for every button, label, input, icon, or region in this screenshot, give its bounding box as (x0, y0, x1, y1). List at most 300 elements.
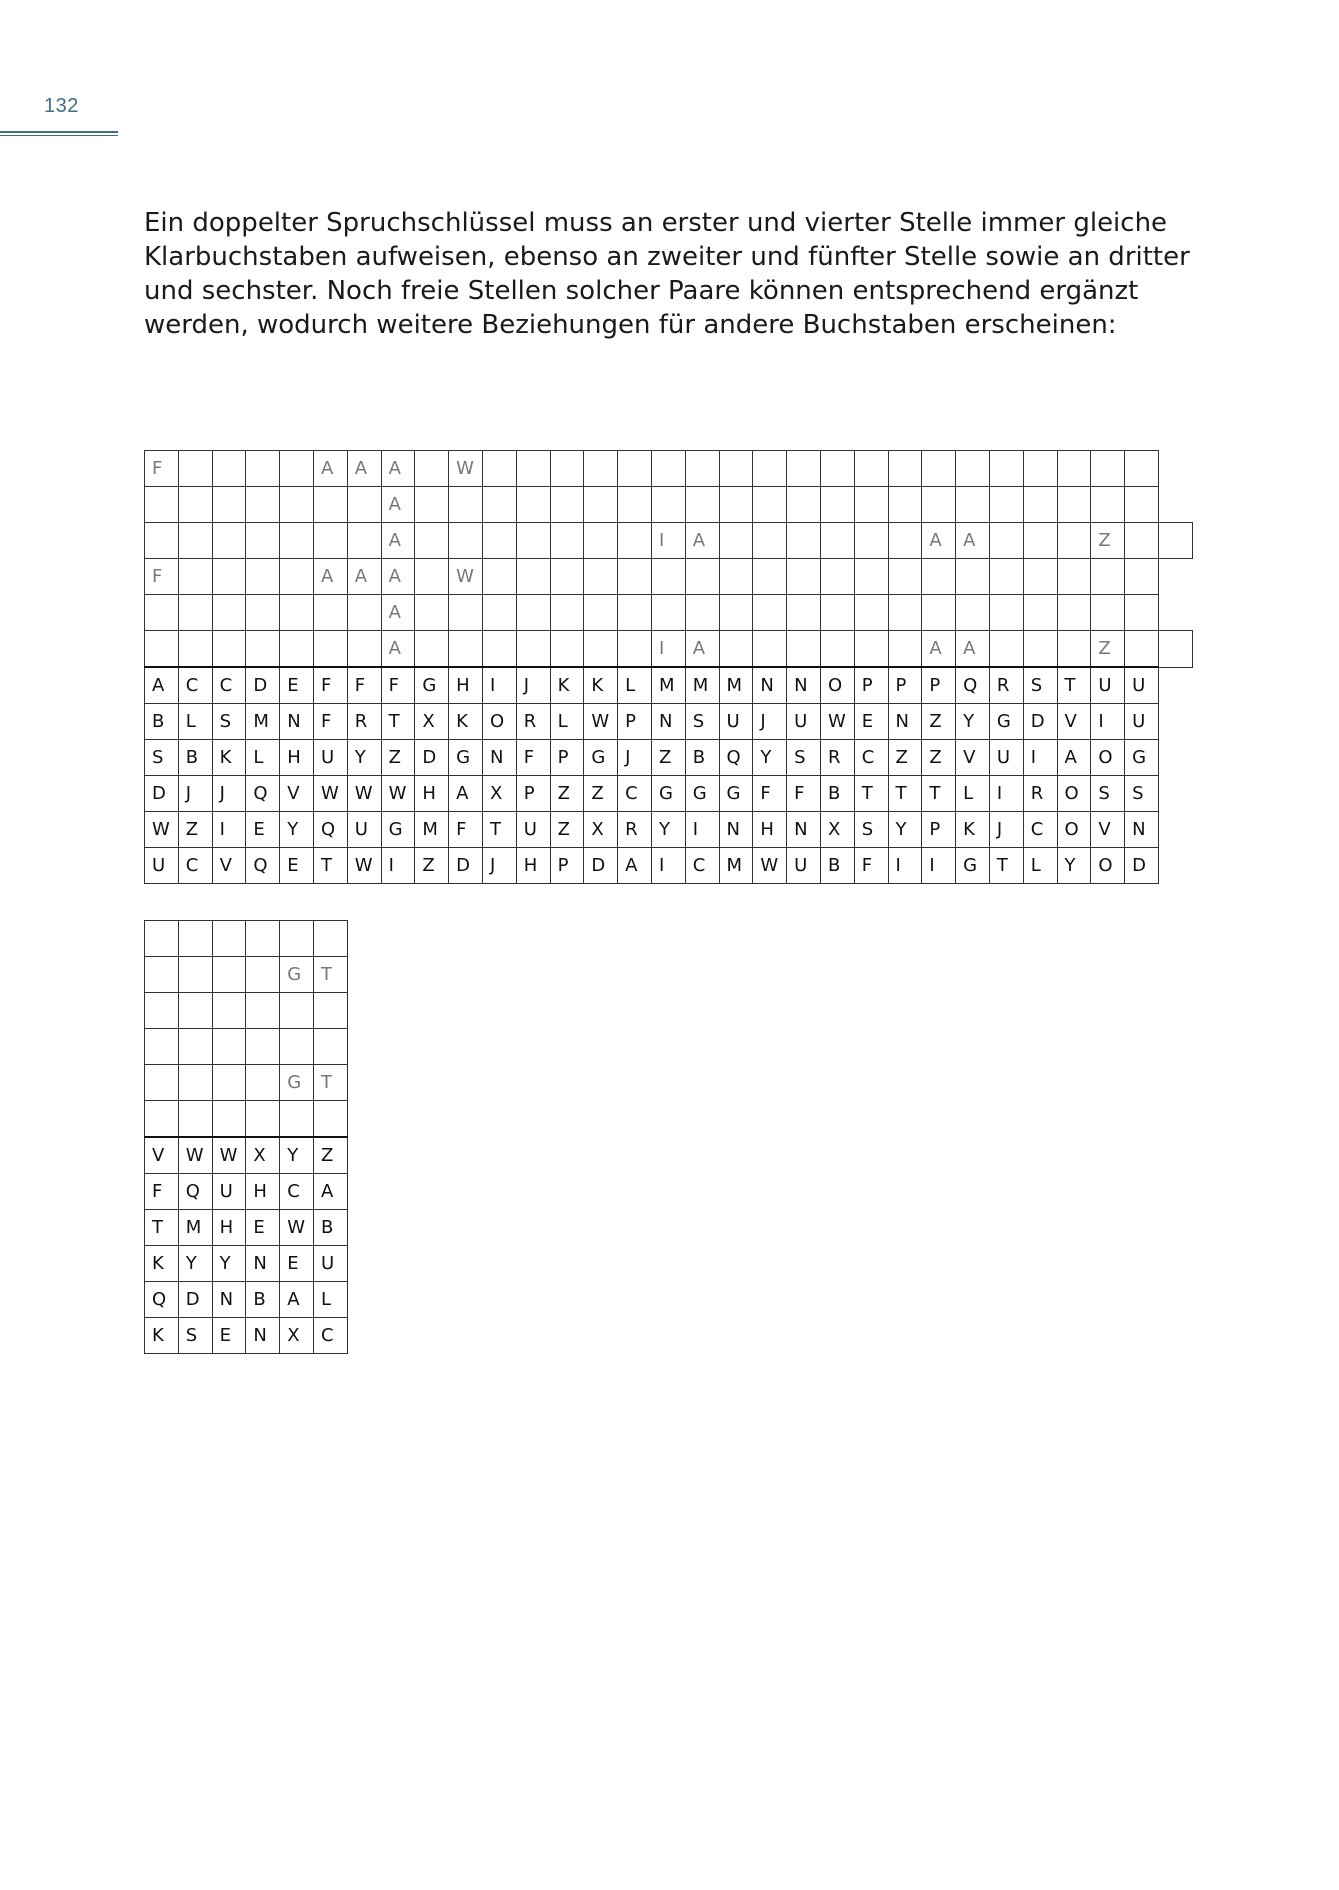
key-row (145, 487, 1193, 523)
cell-letter: R (996, 675, 1010, 696)
grid-cell (178, 1029, 212, 1065)
grid-cell (956, 776, 990, 812)
cell-letter: Z (591, 783, 604, 804)
cell-letter (753, 494, 766, 515)
grid-cell (449, 812, 483, 848)
grid-cell (989, 451, 1023, 487)
grid-cell (820, 667, 854, 704)
grid-cell (145, 921, 179, 957)
grid-cell (313, 776, 347, 812)
grid-cell (820, 487, 854, 523)
cell-letter: W (354, 855, 373, 876)
cell-letter (720, 602, 733, 623)
cell-letter: A (388, 530, 401, 551)
grid-cell (922, 595, 956, 631)
grid-cell (854, 740, 888, 776)
grid-cell (651, 595, 685, 631)
grid-cell (313, 1246, 347, 1282)
grid-cell (550, 848, 584, 884)
grid-cell (956, 595, 990, 631)
cell-letter (483, 458, 496, 479)
grid-cell (584, 848, 618, 884)
cell-letter (179, 928, 192, 949)
cell-letter: U (794, 711, 808, 732)
grid-cell (888, 523, 922, 559)
cell-letter (1159, 530, 1172, 551)
cipher-row (145, 740, 1193, 776)
cell-letter: G (963, 855, 978, 876)
cell-letter: J (996, 819, 1003, 840)
grid-cell (820, 523, 854, 559)
grid-cell (246, 451, 280, 487)
grid-cell (888, 848, 922, 884)
cell-letter: B (827, 783, 841, 804)
grid-cell (618, 631, 652, 668)
cell-letter (179, 566, 192, 587)
cell-letter (990, 458, 1003, 479)
grid-cell (347, 451, 381, 487)
cell-letter: Q (253, 855, 268, 876)
cell-letter (348, 494, 361, 515)
cell-letter: W (456, 458, 474, 479)
cell-letter (145, 530, 158, 551)
cell-letter (753, 458, 766, 479)
grid-cell (145, 848, 179, 884)
cell-letter (686, 566, 699, 587)
cell-letter: A (692, 530, 706, 551)
cell-letter: Z (557, 819, 570, 840)
grid-cell (246, 631, 280, 668)
grid-cell (651, 848, 685, 884)
cell-letter: K (557, 675, 570, 696)
cell-letter: C (1030, 819, 1044, 840)
grid-cell (618, 667, 652, 704)
grid-cell (922, 776, 956, 812)
cell-letter: S (794, 747, 806, 768)
grid-cell (854, 523, 888, 559)
cell-letter: S (219, 711, 232, 732)
grid-cell (347, 631, 381, 668)
grid-cell (313, 1065, 347, 1101)
grid-cell (280, 487, 314, 523)
grid-cell (313, 1137, 347, 1174)
grid-cell (449, 523, 483, 559)
grid-cell (313, 1318, 347, 1354)
cipher-row (145, 1210, 348, 1246)
grid-cell (381, 595, 415, 631)
cell-letter: F (152, 458, 163, 479)
cell-letter (179, 602, 192, 623)
cipher-row (145, 667, 1193, 704)
cipher-row (145, 1282, 348, 1318)
cell-letter: J (760, 711, 766, 732)
cell-letter: A (320, 566, 334, 587)
grid-cell (280, 993, 314, 1029)
cell-letter: D (253, 675, 268, 696)
cell-letter (314, 494, 327, 515)
grid-cell (550, 487, 584, 523)
cell-letter: O (1098, 855, 1113, 876)
cell-letter (584, 494, 597, 515)
grid-cell (212, 523, 246, 559)
grid-cell (246, 957, 280, 993)
cell-letter: Y (287, 1145, 299, 1166)
grid-cell (449, 848, 483, 884)
grid-cell (989, 667, 1023, 704)
grid-cell (989, 559, 1023, 595)
grid-cell (178, 451, 212, 487)
cell-letter (889, 530, 902, 551)
cell-letter: F (320, 711, 332, 732)
grid-cell (854, 631, 888, 668)
cell-letter: N (253, 1253, 267, 1274)
cell-letter: A (354, 566, 368, 587)
cell-letter (1091, 602, 1104, 623)
grid-cell (280, 667, 314, 704)
cell-letter (889, 602, 902, 623)
grid-cell (280, 1282, 314, 1318)
grid-cell (1023, 451, 1057, 487)
grid-cell (415, 740, 449, 776)
cell-letter: F (354, 675, 366, 696)
grid-cell (1023, 487, 1057, 523)
cell-letter (787, 638, 800, 659)
grid-cell (989, 704, 1023, 740)
grid-cell (482, 740, 516, 776)
cell-letter: N (287, 711, 301, 732)
cell-letter: B (185, 747, 199, 768)
grid-cell (178, 1137, 212, 1174)
grid-cell (313, 848, 347, 884)
grid-cell (820, 812, 854, 848)
grid-cell (449, 487, 483, 523)
grid-cell (550, 812, 584, 848)
cipher-row (145, 1246, 348, 1282)
grid-cell (246, 487, 280, 523)
cell-letter: N (219, 1289, 234, 1310)
grid-cell (989, 631, 1023, 668)
cell-letter: Q (320, 819, 336, 840)
key-row (145, 559, 1193, 595)
cell-letter: U (1132, 711, 1146, 732)
grid-cell (246, 559, 280, 595)
grid-cell (550, 740, 584, 776)
cell-letter (314, 1000, 327, 1021)
cell-letter: U (219, 1181, 233, 1202)
grid-cell (1091, 559, 1125, 595)
cell-letter: V (219, 855, 232, 876)
cell-letter: K (152, 1325, 164, 1346)
cell-letter (753, 602, 766, 623)
grid-cell (516, 848, 550, 884)
grid-cell (516, 487, 550, 523)
grid-cell (313, 921, 347, 957)
cell-letter: X (489, 783, 503, 804)
cell-letter: Y (963, 711, 975, 732)
grid-cell (212, 1210, 246, 1246)
grid-cell (685, 523, 719, 559)
grid-cell (888, 704, 922, 740)
grid-cell (347, 487, 381, 523)
grid-cell (280, 1210, 314, 1246)
grid-cell (313, 812, 347, 848)
cell-letter (855, 458, 868, 479)
grid-cell (313, 667, 347, 704)
cell-letter: H (760, 819, 774, 840)
cell-letter: T (320, 964, 332, 985)
grid-cell (1023, 595, 1057, 631)
cell-letter: P (929, 675, 941, 696)
cell-letter: G (1132, 747, 1147, 768)
grid-cell (820, 848, 854, 884)
cell-letter: Y (1064, 855, 1076, 876)
grid-cell (482, 667, 516, 704)
grid-cell (719, 631, 753, 668)
grid-cell (584, 667, 618, 704)
grid-cell (651, 776, 685, 812)
cell-letter: W (760, 855, 779, 876)
cell-letter: I (1030, 747, 1037, 768)
grid-cell (753, 523, 787, 559)
grid-cell (1023, 740, 1057, 776)
grid-cell (415, 451, 449, 487)
grid-cell (145, 740, 179, 776)
cipher-row (145, 776, 1193, 812)
grid-cell (516, 523, 550, 559)
cell-letter (855, 566, 868, 587)
grid-cell (449, 667, 483, 704)
grid-cell (415, 523, 449, 559)
grid-cell (1125, 559, 1159, 595)
cell-letter: O (489, 711, 505, 732)
grid-cell (313, 451, 347, 487)
cell-letter: Y (219, 1253, 231, 1274)
grid-cell (516, 812, 550, 848)
intro-paragraph: Ein doppelter Spruchschlüssel muss an erster und vierter Stelle immer gleiche Klarbuchstaben aufweisen, ebenso an zweiter und fünfter Stelle sowie an dritter und sechster. Noch freie Stellen solcher Paare können entsprechend ergänzt werden, wodurch weitere Beziehungen für andere Buchstaben erscheinen: (144, 208, 1190, 340)
grid-cell (313, 1210, 347, 1246)
cell-letter (855, 530, 868, 551)
cell-letter (686, 494, 699, 515)
cell-letter: Q (185, 1181, 200, 1202)
grid-cell (922, 704, 956, 740)
cell-letter: E (219, 1325, 231, 1346)
grid-cell (212, 1065, 246, 1101)
cell-letter: W (591, 711, 610, 732)
cell-letter (179, 638, 192, 659)
grid-cell (1057, 740, 1091, 776)
grid-cell (280, 1101, 314, 1138)
grid-cell (516, 740, 550, 776)
cell-letter (922, 458, 935, 479)
cell-letter (787, 566, 800, 587)
cell-letter (246, 1072, 259, 1093)
cell-letter: W (456, 566, 474, 587)
cell-letter: A (963, 638, 976, 659)
grid-cell (989, 848, 1023, 884)
grid-cell (246, 595, 280, 631)
grid-cell (178, 1101, 212, 1138)
grid-cell (145, 1318, 179, 1354)
cell-letter: G (388, 819, 403, 840)
grid-cell (584, 631, 618, 668)
grid-cell (651, 704, 685, 740)
cell-letter: W (219, 1145, 238, 1166)
cell-letter (246, 964, 259, 985)
cell-letter (145, 928, 158, 949)
grid-cell (854, 776, 888, 812)
cell-letter: T (1064, 675, 1076, 696)
cell-letter: G (456, 747, 471, 768)
grid-cell (280, 740, 314, 776)
grid-cell (482, 487, 516, 523)
grid-cell (922, 487, 956, 523)
cell-letter (720, 566, 733, 587)
grid-cell (956, 451, 990, 487)
cell-letter (956, 458, 969, 479)
cell-letter (855, 602, 868, 623)
grid-cell (381, 523, 415, 559)
grid-cell (1091, 595, 1125, 631)
grid-cell (178, 1318, 212, 1354)
grid-cell (854, 812, 888, 848)
cell-letter (483, 602, 496, 623)
cell-letter (213, 928, 226, 949)
grid-cell (347, 848, 381, 884)
cell-letter: J (185, 783, 192, 804)
grid-cell (753, 667, 787, 704)
grid-cell (246, 1318, 280, 1354)
grid-cell (212, 1029, 246, 1065)
cell-letter: Z (895, 747, 908, 768)
cell-letter (179, 530, 192, 551)
grid-cell (280, 1065, 314, 1101)
cell-letter: Q (963, 675, 978, 696)
grid-cell (820, 451, 854, 487)
grid-cell (1091, 523, 1125, 559)
cell-letter: A (388, 602, 401, 623)
cell-letter: A (320, 458, 334, 479)
cell-letter (956, 566, 969, 587)
cell-letter (584, 458, 597, 479)
cell-letter (314, 1036, 327, 1057)
grid-cell (212, 812, 246, 848)
grid-cell (618, 487, 652, 523)
cell-letter (314, 1108, 327, 1129)
cell-letter: J (523, 675, 530, 696)
cell-letter (280, 530, 293, 551)
cell-letter (314, 638, 327, 659)
grid-cell (1023, 848, 1057, 884)
grid-cell (212, 921, 246, 957)
grid-cell (347, 523, 381, 559)
cell-letter (990, 566, 1003, 587)
cell-letter (246, 1000, 259, 1021)
grid-cell (956, 704, 990, 740)
cell-letter (821, 530, 834, 551)
grid-cell (550, 667, 584, 704)
cell-letter: W (287, 1217, 305, 1238)
cell-letter: E (253, 1217, 265, 1238)
grid-cell (787, 776, 821, 812)
grid-cell (618, 776, 652, 812)
grid-cell (1057, 667, 1091, 704)
cell-letter (517, 494, 530, 515)
cell-letter (1024, 638, 1037, 659)
cell-letter (551, 530, 564, 551)
cell-letter (449, 638, 462, 659)
cell-letter: U (726, 711, 740, 732)
grid-cell (922, 667, 956, 704)
cell-letter: T (996, 855, 1008, 876)
grid-cell (956, 631, 990, 668)
cell-letter: Y (658, 819, 670, 840)
cell-letter: O (1098, 747, 1113, 768)
cell-letter (753, 638, 766, 659)
grid-cell (922, 559, 956, 595)
cell-letter (280, 1108, 293, 1129)
grid-cell (313, 1101, 347, 1138)
cell-letter: N (253, 1325, 267, 1346)
cell-letter (246, 458, 259, 479)
grid-cell (145, 487, 179, 523)
grid-cell (280, 848, 314, 884)
grid-cell (618, 523, 652, 559)
grid-cell (246, 667, 280, 704)
cell-letter (1125, 638, 1138, 659)
grid-cell (550, 704, 584, 740)
cell-letter: E (287, 675, 299, 696)
grid-cell (651, 559, 685, 595)
grid-cell (246, 1137, 280, 1174)
cell-letter (855, 494, 868, 515)
cell-letter (213, 530, 226, 551)
cell-letter: A (456, 783, 469, 804)
grid-cell (280, 1137, 314, 1174)
cell-letter: F (152, 1181, 163, 1202)
letter-grid-main (144, 450, 1193, 884)
cell-letter (821, 494, 834, 515)
grid-cell (1125, 812, 1159, 848)
cell-letter: T (861, 783, 873, 804)
grid-cell (449, 776, 483, 812)
cell-letter: K (456, 711, 468, 732)
cell-letter (1024, 602, 1037, 623)
grid-cell (584, 812, 618, 848)
cell-letter: A (152, 675, 165, 696)
cell-letter (314, 530, 327, 551)
grid-cell (381, 451, 415, 487)
grid-cell (787, 595, 821, 631)
grid-cell (178, 1174, 212, 1210)
grid-cell (584, 487, 618, 523)
grid-cell (820, 559, 854, 595)
grid-cell (178, 704, 212, 740)
cell-letter: P (557, 855, 569, 876)
cell-letter: S (1098, 783, 1110, 804)
grid-cell (1125, 523, 1159, 559)
cell-letter (213, 1000, 226, 1021)
cell-letter (246, 530, 259, 551)
cell-letter (1125, 494, 1138, 515)
grid-cell (415, 704, 449, 740)
grid-cell (212, 1318, 246, 1354)
grid-cell (1125, 595, 1159, 631)
key-row (145, 595, 1193, 631)
grid-cell (212, 993, 246, 1029)
grid-cell (820, 704, 854, 740)
cell-letter (246, 1036, 259, 1057)
grid-cell (1023, 667, 1057, 704)
